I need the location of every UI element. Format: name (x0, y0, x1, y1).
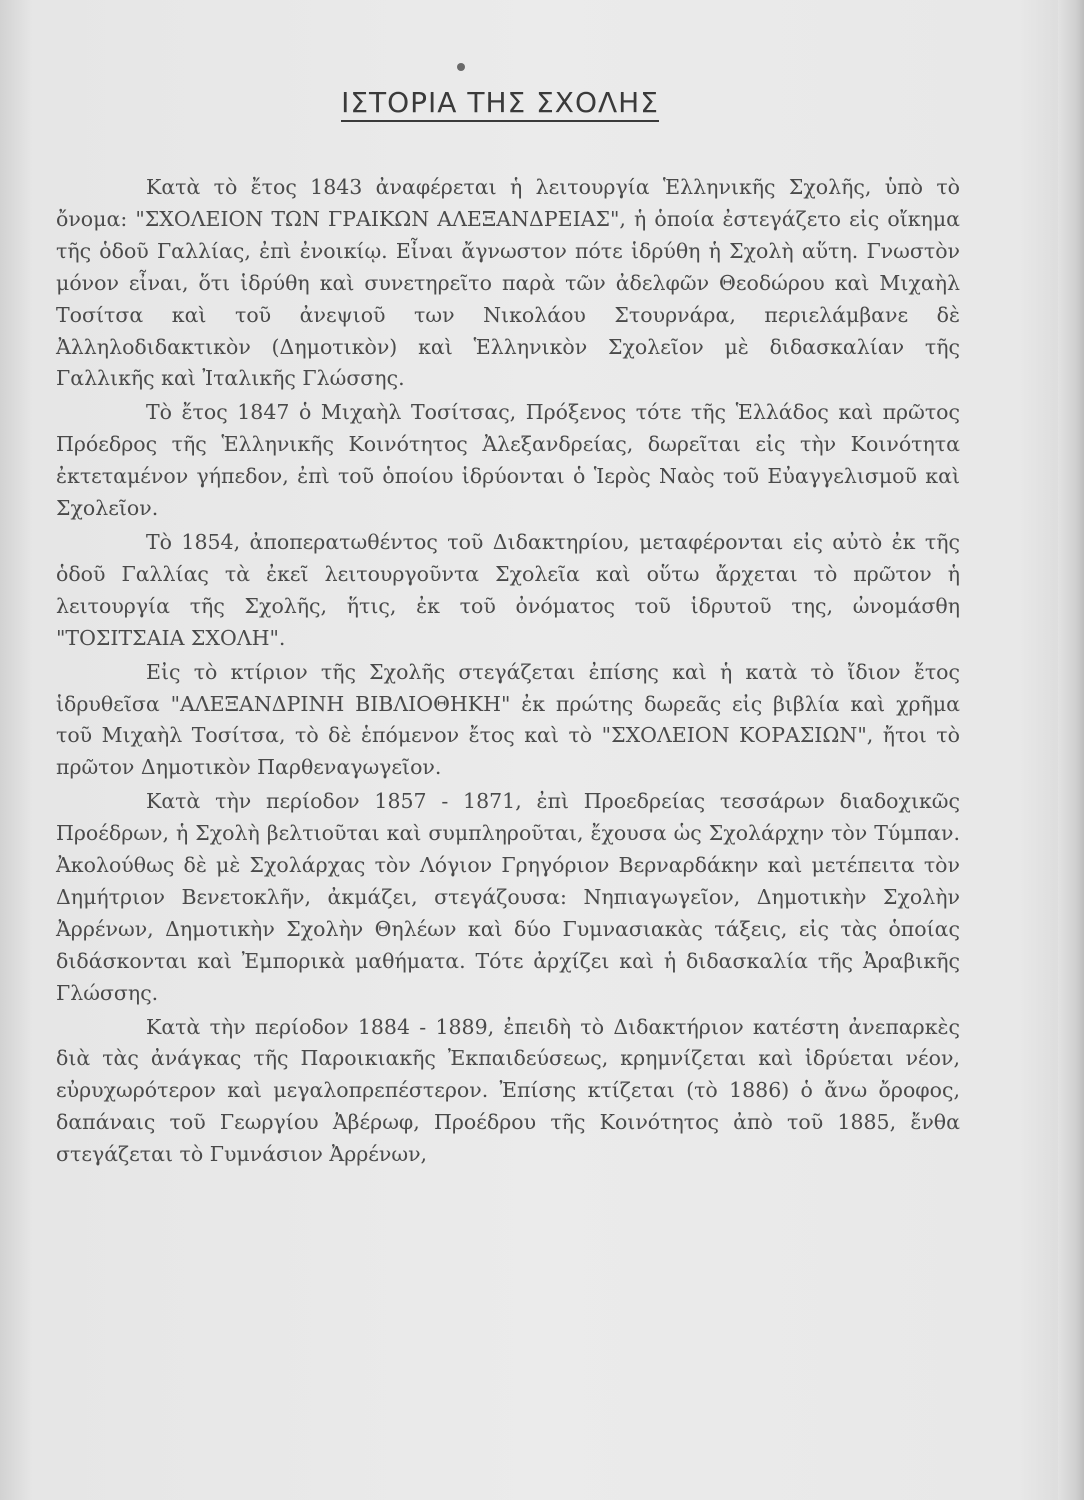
page-title-text: ΙΣΤΟΡΙΑ ΤΗΣ ΣΧΟΛΗΣ (341, 86, 659, 122)
page-title (300, 86, 700, 119)
paragraph-1854: Τὸ 1854, ἀποπερατωθέντος τοῦ Διδακτηρίου, μεταφέρονται εἰς αὐτὸ ἐκ τῆς ὁδοῦ Γαλλίας τὰ ἐκεῖ λειτουργοῦντα Σχολεῖα καὶ οὕτω ἄρχεται τὸ πρῶτον ἡ λειτουργία τῆς Σχολῆς, ἥτις, ἐκ τοῦ ὀνόματος τοῦ ἱδρυτοῦ της, ὠνομάσθη "ΤΟΣΙΤΣΑΙΑ ΣΧΟΛΗ". (56, 529, 960, 650)
paragraph-1884-1889: Κατὰ τὴν περίοδον 1884 - 1889, ἐπειδὴ τὸ Διδακτήριον κατέστη ἀνεπαρκὲς διὰ τὰς ἀνάγκας τῆς Παροικιακῆς Ἐκπαιδεύσεως, κρημνίζεται καὶ ἱδρύεται νέον, εὐρυχωρότερον καὶ μεγαλοπρεπέστερον. Ἐπίσης κτίζεται (τὸ 1886) ὁ ἄνω ὄροφος, δαπάναις τοῦ Γεωργίου Ἀβέρωφ, Προέδρου τῆς Κοινότητος ἀπὸ τοῦ 1885, ἔνθα στεγάζεται τὸ Γυμνάσιον Ἀρρένων, (56, 1014, 960, 1167)
paragraph-library: Εἰς τὸ κτίριον τῆς Σχολῆς στεγάζεται ἐπίσης καὶ ἡ κατὰ τὸ ἴδιον ἔτος ἱδρυθεῖσα "ΑΛΕΞΑΝΔΡΙΝΗ ΒΙΒΛΙΟΘΗΚΗ" ἐκ πρώτης δωρεᾶς εἰς βιβλία καὶ χρῆμα τοῦ Μιχαὴλ Τοσίτσα, τὸ δὲ ἑπόμενον ἔτος καὶ τὸ "ΣΧΟΛΕΙΟΝ ΚΟΡΑΣΙΩΝ", ἤτοι τὸ πρῶτον Δημοτικὸν Παρθεναγωγεῖον. (56, 659, 960, 780)
document-body (56, 172, 960, 1173)
paragraph-1847: Τὸ ἔτος 1847 ὁ Μιχαὴλ Τοσίτσας, Πρόξενος τότε τῆς Ἑλλάδος καὶ πρῶτος Πρόεδρος τῆς Ἑλληνικῆς Κοινότητος Ἀλεξανδρείας, δωρεῖται εἰς τὴν Κοινότητα ἐκτεταμένον γήπεδον, ἐπὶ τοῦ ὁποίου ἱδρύονται ὁ Ἱερὸς Ναὸς τοῦ Εὐαγγελισμοῦ καὶ Σχολεῖον. (56, 400, 960, 521)
ink-dot (457, 63, 465, 71)
paragraph-1843: Κατὰ τὸ ἔτος 1843 ἀναφέρεται ἡ λειτουργία Ἑλληνικῆς Σχολῆς, ὑπὸ τὸ ὄνομα: "ΣΧΟΛΕΙΟΝ ΤΩΝ ΓΡΑΙΚΩΝ ΑΛΕΞΑΝΔΡΕΙΑΣ", ἡ ὁποία ἐστεγάζετο εἰς οἴκημα τῆς ὁδοῦ Γαλλίας, ἐπὶ ἐνοικίῳ. Εἶναι ἄγνωστον πότε ἱδρύθη ἡ Σχολὴ αὕτη. Γνωστὸν μόνον εἶναι, ὅτι ἱδρύθη καὶ συνετηρεῖτο παρὰ τῶν ἀδελφῶν Θεοδώρου καὶ Μιχαὴλ Τοσίτσα καὶ τοῦ ἀνεψιοῦ των Νικολάου Στουρνάρα, περιελάμβανε δὲ Ἀλληλοδιδακτικὸν (Δημοτικὸν) καὶ Ἑλληνικὸν Σχολεῖον μὲ διδασκαλίαν τῆς Γαλλικῆς καὶ Ἰταλικῆς Γλώσσης. (56, 175, 960, 391)
page-edge-shadow (1058, 0, 1084, 1500)
paragraph-1857-1871: Κατὰ τὴν περίοδον 1857 - 1871, ἐπὶ Προεδρείας τεσσάρων διαδοχικῶς Προέδρων, ἡ Σχολὴ βελτιοῦται καὶ συμπληροῦται, ἔχουσα ὡς Σχολάρχην τὸν Τύμπαν. Ἀκολούθως δὲ μὲ Σχολάρχας τὸν Λόγιον Γρηγόριον Βερναρδάκην καὶ μετέπειτα τὸν Δημήτριον Βενετοκλῆν, ἀκμάζει, στεγάζουσα: Νηπιαγωγεῖον, Δημοτικὴν Σχολὴν Ἀρρένων, Δημοτικὴν Σχολὴν Θηλέων καὶ δύο Γυμνασιακὰς τάξεις, εἰς τὰς ὁποίας διδάσκονται καὶ Ἐμπορικὰ μαθήματα. Τότε ἀρχίζει καὶ ἡ διδασκαλία τῆς Ἀραβικῆς Γλώσσης. (56, 789, 960, 1005)
